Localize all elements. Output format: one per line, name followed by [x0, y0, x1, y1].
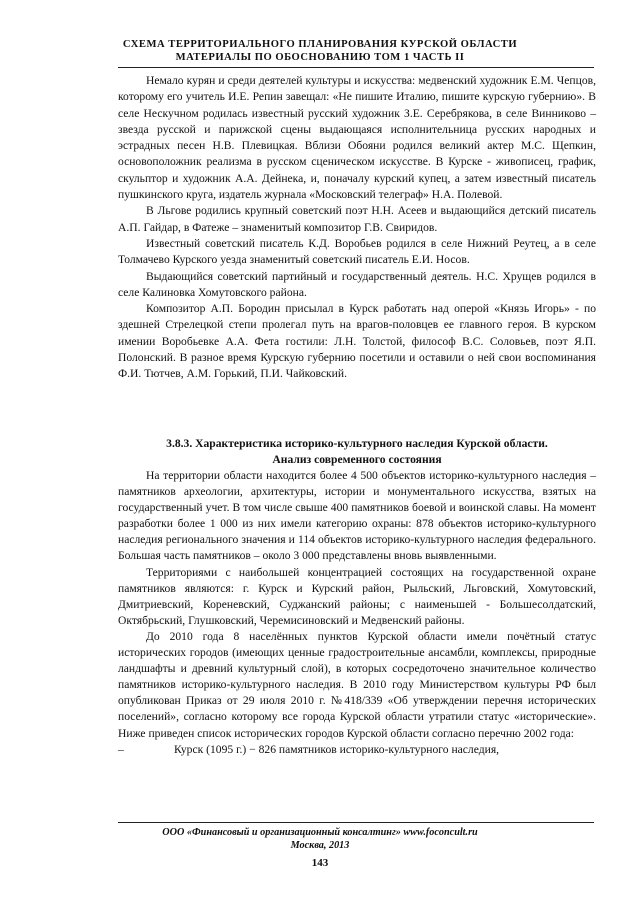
paragraph: Выдающийся советский партийный и государственный деятель. Н.С. Хрущев родился в селе Калиновка Хомутовского района.	[118, 269, 596, 299]
document-header-title: СХЕМА ТЕРРИТОРИАЛЬНОГО ПЛАНИРОВАНИЯ КУРСКОЙ ОБЛАСТИ	[122, 39, 518, 50]
paragraph: Территориями с наибольшей концентрацией состоящих на государственной охране памятников являются: г. Курск и Курский район, Рыльский, Льговский, Хомутовский, Дмитриевский, Кореневский, Суджанский районы; с наименьшей - Большесолдатский, Октябрьский, Глушковский, Черемисиновский и Медвенский районы.	[118, 565, 596, 627]
section-heading: 3.8.3. Характеристика историко-культурного наследия Курской области.	[166, 437, 548, 450]
body-text-top	[118, 73, 596, 383]
paragraph: Известный советский писатель К.Д. Воробьев родился в селе Нижний Реутец, а в селе Толмачево Курского уезда знаменитый советский писатель Е.И. Носов.	[118, 236, 596, 267]
header-divider	[118, 67, 594, 68]
list-item	[118, 742, 596, 758]
list-dash: –	[118, 742, 124, 756]
footer-city-year: Москва, 2013	[290, 840, 350, 851]
footer-divider	[118, 822, 594, 823]
paragraph: Немало курян и среди деятелей культуры и искусства: медвенский художник Е.М. Чепцов, которому его учитель И.Е. Репин завещал: «Не пишите Италию, пишите курскую губернию». В селе Нескучном родилась известный русский художник З.Е. Серебрякова, в селе Винниково – звезда русской и парижской сцены выдающаяся исполнительница русских народных и эстрадных песен Н.В. Плевицкая. Вблизи Обояни родился великий актер М.С. Щепкин, основоположник реализма в русском сценическом искусстве. В Курске - живописец, график, скульптор и художник А.А. Дейнека, и, поначалу курский купец, а затем известный писатель пушкинского круга, издатель журнала «Московский телеграф» Н.А. Полевой.	[118, 74, 596, 202]
paragraph: Композитор А.П. Бородин присылал в Курск работать над оперой «Князь Игорь» - по здешней Стрелецкой степи пролегал путь на врагов-половцев ее главного героя. В курском имении Воробьевке А.А. Фета гостили: Л.Н. Толстой, философ В.С. Соловьев, поэт Я.П. Полонский. В разное время Курскую губернию посетили и оставили о ней свои воспоминания Ф.И. Тютчев, А.М. Горький, П.И. Чайковский.	[118, 302, 596, 381]
paragraph: До 2010 года 8 населённых пунктов Курской области имели почётный статус исторических городов (имеющих ценные градостроительные ансамбли, комплексы, природные ландшафты и древний культурный слой), в которых сосредоточено значительное количество памятников историко-культурного наследия. В 2010 году Министерством культуры РФ был опубликован Приказ от 29 июля 2010 г. №418/339 «Об утверждении перечня исторических поселений», согласно которому все города Курской области утратили статус «исторические». Ниже приведен список исторических городов Курской области согласно перечню 2002 года:	[118, 629, 596, 740]
footer-organization: ООО «Финансовый и организационный консалтинг» www.foconcult.ru	[162, 827, 478, 838]
body-text-bottom	[118, 468, 596, 758]
page-number: 143	[311, 857, 329, 869]
paragraph: На территории области находится более 4 500 объектов историко-культурного наследия – памятников археологии, архитектуры, истории и монументального искусства, взятых на государственный учет. В том числе свыше 400 памятников боевой и воинской славы. На момент разработки более 1 000 из них имели категорию охраны: 878 объектов историко-культурного наследия регионального значения и 114 объектов историко-культурного наследия федерального. Большая часть памятников – около 3 000 представлены вновь выявленными.	[118, 469, 596, 563]
paragraph: В Льгове родились крупный советский поэт Н.Н. Асеев и выдающийся детский писатель А.П. Гайдар, в Фатеже – знаменитый композитор Г.В. Свиридов.	[118, 204, 596, 234]
document-header-subtitle: МАТЕРИАЛЫ ПО ОБОСНОВАНИЮ ТОМ 1 ЧАСТЬ II	[175, 52, 465, 63]
list-item-text: Курск (1095 г.) − 826 памятников историко-культурного наследия,	[174, 742, 500, 756]
section-subheading: Анализ современного состояния	[272, 453, 442, 466]
